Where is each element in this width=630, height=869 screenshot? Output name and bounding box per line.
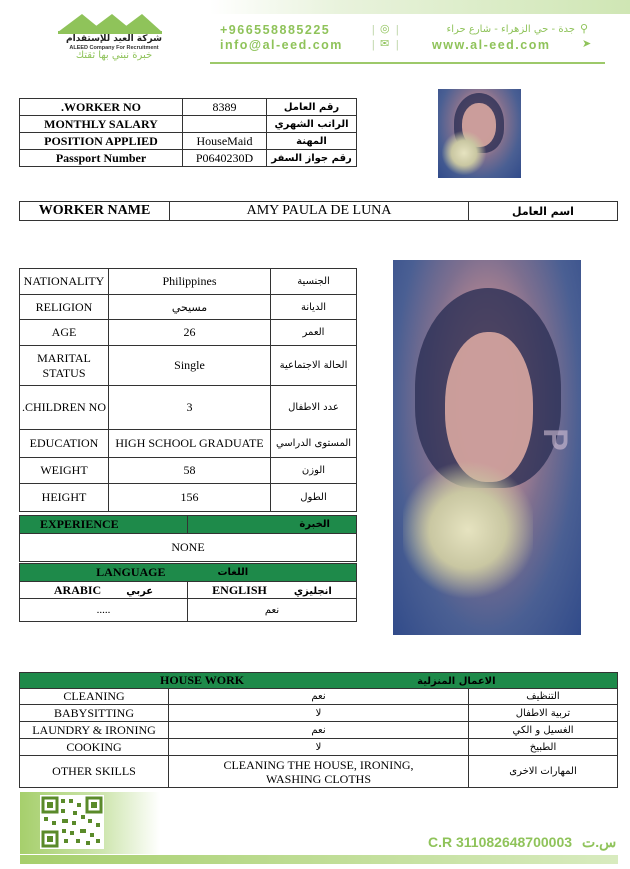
contact-separator: | <box>372 22 375 36</box>
location-pin-icon: ⚲ <box>580 23 589 35</box>
house-work-value: نعم <box>169 722 469 739</box>
detail-value: 26 <box>109 320 271 346</box>
position-value: HouseMaid <box>183 133 267 150</box>
language-english-header <box>188 582 357 599</box>
qr-code[interactable] <box>40 795 104 849</box>
passport-value: P0640230D <box>183 150 267 167</box>
worker-name-label-ar: اسم العامل <box>469 202 618 221</box>
company-name-ar: شركة العيد للإستقدام <box>66 34 162 44</box>
detail-value: HIGH SCHOOL GRADUATE <box>109 430 271 458</box>
summary-table <box>19 98 357 167</box>
language-table <box>19 563 357 622</box>
passport-label-ar: رقم جواز السفر <box>267 150 357 167</box>
detail-label-ar: الوزن <box>271 458 357 484</box>
header-divider <box>210 62 605 64</box>
house-work-value: لا <box>169 705 469 722</box>
company-slogan: خبرة نبني بها ثقتك <box>75 50 153 61</box>
salary-label: MONTHLY SALARY <box>20 116 183 133</box>
house-work-skill-ar: الطبيخ <box>469 739 618 756</box>
footer-band <box>20 855 618 864</box>
detail-label: MARITAL STATUS <box>20 346 109 386</box>
house-work-skill: BABYSITTING <box>20 705 169 722</box>
watermark-letter: P <box>535 428 574 451</box>
detail-label: NATIONALITY <box>20 269 109 295</box>
language-label-ar: اللغات <box>188 564 357 582</box>
detail-label-ar: الحالة الاجتماعية <box>271 346 357 386</box>
house-work-skill-ar: التنظيف <box>469 689 618 705</box>
footer-cr <box>428 834 616 852</box>
experience-value: NONE <box>20 534 357 562</box>
detail-label-ar: الديانة <box>271 295 357 320</box>
house-work-skill: LAUNDRY & IRONING <box>20 722 169 739</box>
address: جدة - حي الزهراء - شارع حراء <box>446 24 575 35</box>
detail-label: EDUCATION <box>20 430 109 458</box>
detail-label-ar: المستوى الدراسي <box>271 430 357 458</box>
arabic-label-ar: عربي <box>126 585 154 597</box>
worker-name-value: AMY PAULA DE LUNA <box>170 202 469 221</box>
contact-separator: | <box>372 37 375 51</box>
mail-icon: ✉ <box>380 38 390 50</box>
experience-table <box>19 515 357 562</box>
detail-value: 156 <box>109 484 271 512</box>
arabic-label: ARABIC <box>53 582 102 597</box>
company-logo <box>44 10 184 60</box>
worker-name-table <box>19 201 618 221</box>
other-skills-label-ar: المهارات الاخرى <box>469 756 618 788</box>
language-arabic-header <box>20 582 188 599</box>
detail-label-ar: الجنسية <box>271 269 357 295</box>
house-work-skill-ar: الغسيل و الكي <box>469 722 618 739</box>
detail-value: مسيحي <box>109 295 271 320</box>
house-work-skill-ar: تربية الاطفال <box>469 705 618 722</box>
header-band <box>210 0 630 14</box>
detail-label-ar: عدد الاطفال <box>271 386 357 430</box>
position-label: POSITION APPLIED <box>20 133 183 150</box>
house-work-label-text: HOUSE WORK <box>160 673 245 687</box>
house-work-skill: COOKING <box>20 739 169 756</box>
house-work-label-ar: الاعمال المنزلية <box>417 676 496 687</box>
worker-no-label: .WORKER NO <box>20 99 183 116</box>
detail-value: 3 <box>109 386 271 430</box>
detail-label-ar: العمر <box>271 320 357 346</box>
website-link[interactable]: www.al-eed.com <box>432 38 551 52</box>
arabic-value: ..... <box>20 599 188 622</box>
detail-label: AGE <box>20 320 109 346</box>
salary-label-ar: الراتب الشهري <box>267 116 357 133</box>
qr-code-icon <box>40 795 104 849</box>
english-label: ENGLISH <box>212 582 267 597</box>
passport-label: Passport Number <box>20 150 183 167</box>
english-value: نعم <box>188 599 357 622</box>
house-work-label <box>20 673 496 689</box>
detail-label: HEIGHT <box>20 484 109 512</box>
house-work-table <box>19 672 618 788</box>
other-skills-label: OTHER SKILLS <box>20 756 169 788</box>
worker-photo-full <box>393 260 581 635</box>
other-skills-value: CLEANING THE HOUSE, IRONING, WASHING CLOTHS <box>169 756 469 788</box>
email-address[interactable]: info@al-eed.com <box>220 38 343 52</box>
company-name-en: ALEED Company For Recruitment <box>69 45 159 51</box>
salary-value <box>183 116 267 133</box>
worker-no-value: 8389 <box>183 99 267 116</box>
worker-no-label-ar: رقم العامل <box>267 99 357 116</box>
language-label: LANGUAGE <box>20 564 188 582</box>
house-work-skill: CLEANING <box>20 689 169 705</box>
experience-label-ar: الخبرة <box>188 516 357 534</box>
house-work-value: لا <box>169 739 469 756</box>
contact-separator: | <box>396 22 399 36</box>
whatsapp-icon: ◎ <box>380 23 390 35</box>
detail-label: RELIGION <box>20 295 109 320</box>
detail-label: .CHILDREN NO <box>20 386 109 430</box>
detail-value: 58 <box>109 458 271 484</box>
detail-value: Single <box>109 346 271 386</box>
detail-value: Philippines <box>109 269 271 295</box>
contact-separator: | <box>396 37 399 51</box>
experience-label: EXPERIENCE <box>20 516 188 534</box>
worker-photo-thumbnail <box>438 89 521 178</box>
cr-number: C.R 311082648700003 <box>428 834 573 850</box>
cursor-icon: ➤ <box>582 38 592 50</box>
detail-label-ar: الطول <box>271 484 357 512</box>
phone-number[interactable]: +966558885225 <box>220 23 331 37</box>
english-label-ar: انجليزي <box>293 585 332 597</box>
detail-label: WEIGHT <box>20 458 109 484</box>
details-table <box>19 268 357 512</box>
worker-name-label: WORKER NAME <box>20 202 170 221</box>
position-label-ar: المهنة <box>267 133 357 150</box>
house-work-value: نعم <box>169 689 469 705</box>
cr-label-ar: س.ت <box>582 834 617 850</box>
